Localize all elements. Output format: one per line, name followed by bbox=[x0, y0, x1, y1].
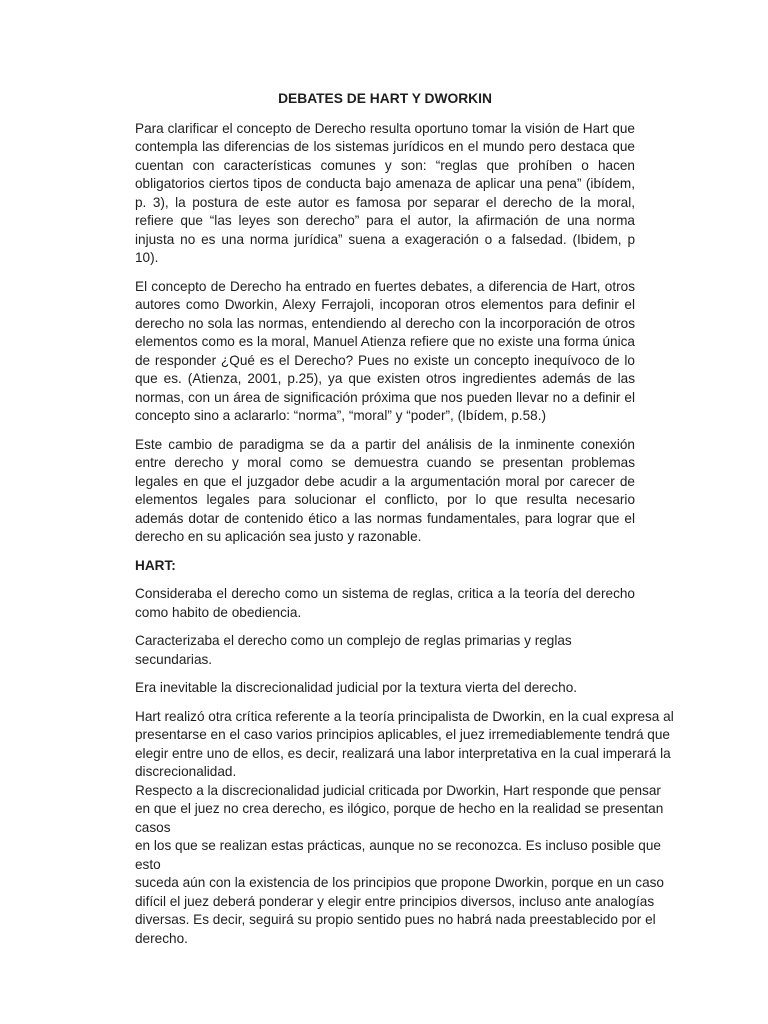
text-line: en los que se realizan estas prácticas, aunque no se reconozca. Es incluso posible que bbox=[135, 838, 661, 853]
paragraph-law-debates: El concepto de Derecho ha entrado en fuertes debates, a diferencia de Hart, otros autores como Dworkin, Alexy Ferrajoli, incoporan otros elementos para definir el derecho no sola las normas, entendiendo al derecho con la incorporación de otros elementos como es la moral, Manuel Atienza refiere que no existe una forma única de responder ¿Qué es el Derecho? Pues no existe un concepto inequívoco de lo que es. (Atienza, 2001, p.25), ya que existen otros ingredientes además de las normas, con un área de significación próxima que nos pueden llevar no a definir el concepto sino a aclararlo: “norma”, “moral” y “poder”, (Ibídem, p.58.) bbox=[135, 278, 635, 423]
text-line: diversas. Es decir, seguirá su propio sentido pues no habrá nada preestablecido por el bbox=[135, 912, 656, 927]
text-line: esto bbox=[135, 856, 161, 872]
hart-critique-block bbox=[135, 708, 674, 949]
text-line: derecho. bbox=[135, 930, 188, 946]
document-title: DEBATES DE HART Y DWORKIN bbox=[278, 91, 492, 106]
text-line: difícil el juez deberá ponderar y elegir entre principios diversos, incluso ante analogías bbox=[135, 893, 655, 909]
text-line: elegir entre uno de ellos, es decir, realizará una labor interpretativa en la cual imperará la bbox=[135, 745, 671, 761]
document-page bbox=[135, 90, 674, 958]
paragraph-hart-concept: Para clarificar el concepto de Derecho resulta oportuno tomar la visión de Hart que contempla las diferencias de los sistemas jurídicos en el mundo pero destaca que cuentan con características comunes y son: “reglas que prohíben o hacen obligatorios ciertos tipos de conducta bajo amenaza de aplicar una pena” (ibídem, p. 3), la postura de este autor es famosa por separar el derecho de la moral, refiere que “las leyes son derecho” para el autor, la afirmación de una norma injusta no es una norma jurídica” suena a exageración o a falsedad. (Ibidem, p 10). bbox=[135, 120, 635, 265]
text-line: Hart realizó otra crítica referente a la teoría principalista de Dworkin, en la cual expresa al bbox=[135, 708, 674, 724]
text-line: casos bbox=[135, 819, 171, 835]
text-line: presentarse en el caso varios principios aplicables, el juez irremediablemente tendrá que bbox=[135, 727, 670, 742]
text-line: suceda aún con la existencia de los principios que propone Dworkin, porque en un caso bbox=[135, 875, 664, 890]
paragraph-hart-discretion: Era inevitable la discrecionalidad judicial por la textura vierta del derecho. bbox=[135, 680, 578, 695]
section-heading-hart: HART: bbox=[135, 557, 176, 573]
paragraph-paradigm-change: Este cambio de paradigma se da a partir del análisis de la inminente conexión entre derecho y moral como se demuestra cuando se presentan problemas legales en que el juzgador debe acudir a la argumentación moral por carecer de elementos legales para solucionar el conflicto, por lo que resulta necesario además dotar de contenido ético a las normas fundamentales, para lograr que el derecho en su aplicación sea justo y razonable. bbox=[135, 436, 635, 544]
text-line: en que el juez no crea derecho, es ilógico, porque de hecho en la realidad se presentan bbox=[135, 801, 664, 816]
paragraph-hart-primary-secondary: Caracterizaba el derecho como un complejo de reglas primarias y reglas secundarias. bbox=[135, 633, 572, 667]
text-line: Respecto a la discrecionalidad judicial criticada por Dworkin, Hart responde que pensar bbox=[135, 782, 661, 798]
paragraph-hart-rules-system: Consideraba el derecho como un sistema de reglas, critica a la teoría del derecho como habito de obediencia. bbox=[135, 586, 635, 620]
text-line: discrecionalidad. bbox=[135, 764, 237, 779]
